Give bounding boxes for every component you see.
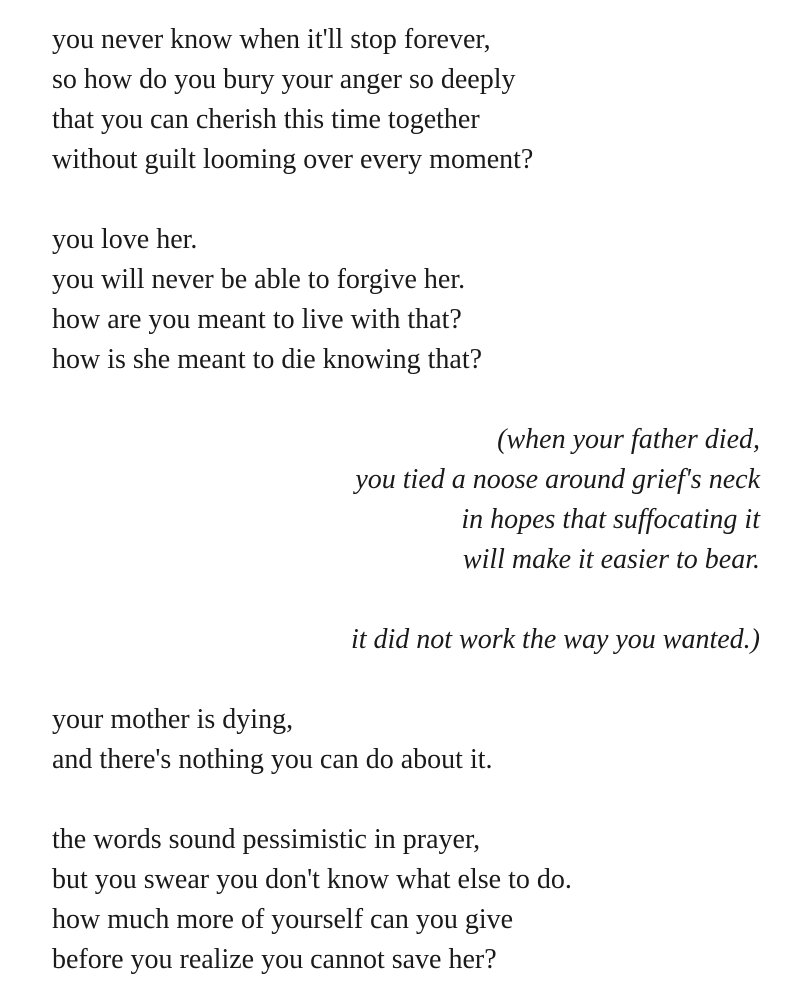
stanza-1 <box>52 20 760 180</box>
poem-line: how is she meant to die knowing that? <box>52 344 483 375</box>
stanza-3-italic-aside <box>52 420 760 580</box>
poem <box>52 20 760 980</box>
poem-line: you never know when it'll stop forever, <box>52 24 491 55</box>
poem-line: you tied a noose around grief's neck <box>355 464 760 495</box>
poem-line: before you realize you cannot save her? <box>52 944 497 975</box>
poem-line: that you can cherish this time together <box>52 104 480 135</box>
poem-line: your mother is dying, <box>52 704 294 735</box>
poem-line: so how do you bury your anger so deeply <box>52 64 516 95</box>
poem-line: it did not work the way you wanted.) <box>350 624 760 655</box>
stanza-5 <box>52 700 760 780</box>
poem-line: in hopes that suffocating it <box>461 504 760 535</box>
poem-line: the words sound pessimistic in prayer, <box>52 824 481 855</box>
poem-line: how are you meant to live with that? <box>52 304 462 335</box>
poem-line: will make it easier to bear. <box>462 544 760 575</box>
poem-line: but you swear you don't know what else to do. <box>52 864 572 895</box>
stanza-6 <box>52 820 760 980</box>
poem-line: (when your father died, <box>497 424 760 455</box>
poem-line: how much more of yourself can you give <box>52 904 514 935</box>
poem-line: and there's nothing you can do about it. <box>52 744 493 775</box>
poem-line: you will never be able to forgive her. <box>52 264 466 295</box>
poem-line: without guilt looming over every moment? <box>52 144 534 175</box>
stanza-2 <box>52 220 760 380</box>
stanza-4-italic-aside <box>52 620 760 660</box>
poem-line: you love her. <box>52 224 198 255</box>
